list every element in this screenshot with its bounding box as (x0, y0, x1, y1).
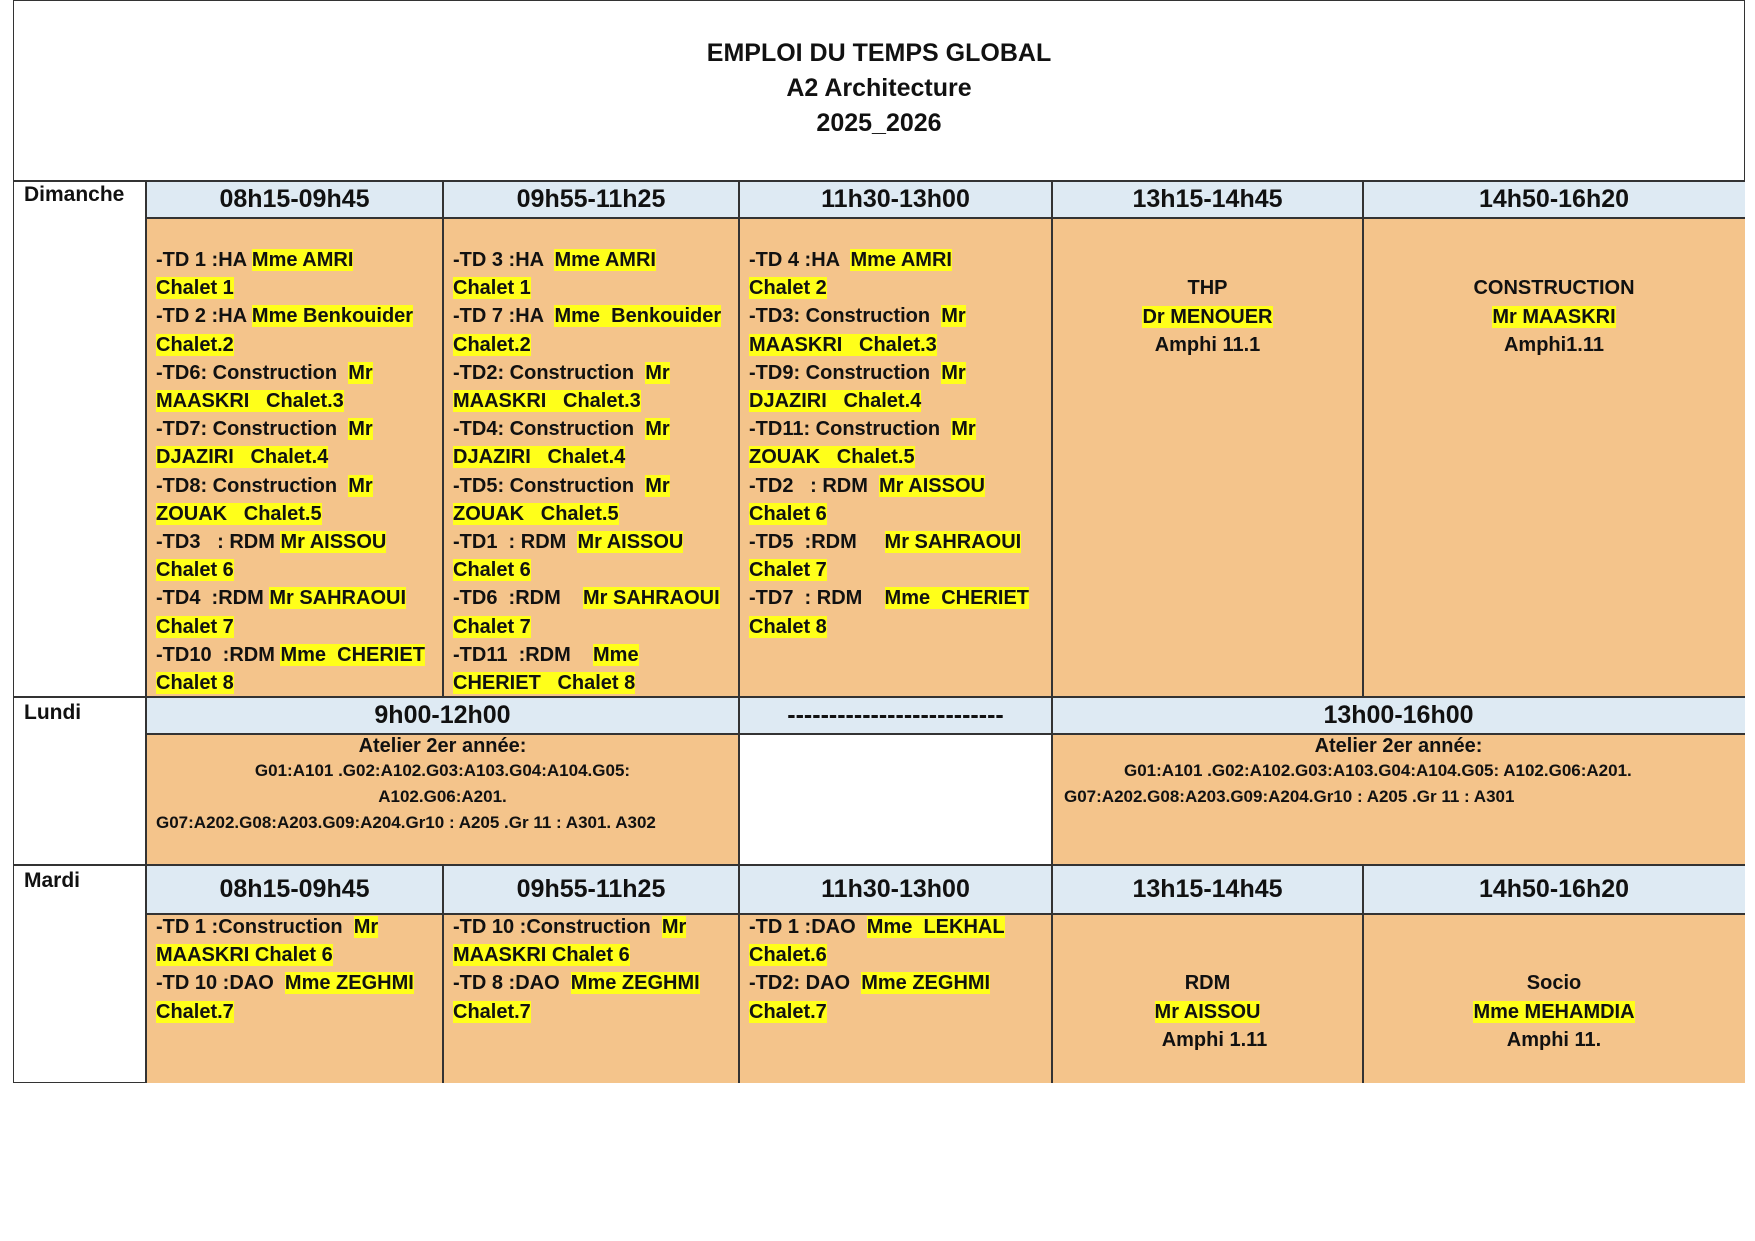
session-list (453, 913, 700, 1026)
session-text: -TD 1 :DAO (749, 916, 867, 938)
slot-header (1363, 181, 1745, 218)
grid-line (442, 180, 444, 697)
session-line (453, 998, 700, 1026)
session-line (156, 443, 425, 471)
document-title (13, 36, 1745, 141)
session-highlight: Mme Benkouider (554, 305, 722, 328)
teacher-name: Dr MENOUER (1142, 305, 1273, 328)
grid-line (146, 217, 1745, 219)
course-name: RDM (1184, 972, 1231, 994)
session-line (156, 274, 425, 302)
session-line (156, 472, 425, 500)
session-highlight: Chalet 2 (749, 277, 827, 300)
session-line (156, 913, 414, 941)
atelier-rooms: G01:A101 .G02:A102.G03:A103.G04:A104.G05: (254, 761, 631, 780)
room-name: Amphi 1.11 (1161, 1029, 1268, 1051)
session-line (749, 302, 1029, 330)
session-highlight: Mme AMRI (251, 249, 354, 271)
session-highlight: Mme CHERIET (280, 643, 425, 666)
session-highlight: DJAZIRI Chalet.4 (453, 446, 626, 469)
session-line (453, 584, 721, 612)
session-text: -TD1 : RDM (453, 531, 578, 554)
lecture-block (1363, 274, 1745, 360)
atelier-rooms: A102.G06:A201. (378, 787, 507, 806)
session-text: -TD3: Construction (749, 305, 942, 328)
session-highlight: Chalet 8 (749, 615, 827, 638)
session-text: -TD 3 :HA (453, 249, 555, 271)
atelier-title: Atelier 2er année: (358, 735, 527, 757)
session-highlight: Mr (645, 474, 670, 497)
session-line (156, 941, 414, 969)
slot-header (739, 697, 1052, 734)
session-line (453, 472, 721, 500)
grid-line (13, 864, 1745, 866)
session-line (453, 415, 721, 443)
session-text: -TD 1 :Construction (156, 916, 354, 938)
session-highlight: Mr AISSOU (879, 474, 985, 497)
title-line-1: EMPLOI DU TEMPS GLOBAL (706, 39, 1052, 67)
grid-line (13, 180, 1745, 182)
session-highlight: Chalet 1 (156, 277, 234, 300)
slot-header-label: 09h55-11h25 (516, 875, 666, 903)
title-line-3: 2025_2026 (816, 109, 942, 137)
atelier-cell (146, 734, 739, 865)
slot-header (1052, 181, 1363, 218)
session-line (749, 274, 1029, 302)
lecture-block (1363, 969, 1745, 1055)
session-highlight: MAASKRI Chalet.3 (453, 390, 641, 413)
session-highlight: Mr AISSOU (577, 531, 684, 554)
schedule-cell (739, 218, 1052, 696)
session-line (749, 331, 1029, 359)
title-line-2: A2 Architecture (786, 74, 972, 102)
room-name: Amphi 11.1 (1154, 334, 1261, 356)
session-list (749, 246, 1029, 641)
session-text: -TD11: Construction (749, 418, 952, 441)
slot-header-label: 14h50-16h20 (1478, 875, 1630, 903)
session-highlight: MAASKRI Chalet.3 (156, 390, 344, 413)
session-highlight: Mr (348, 418, 373, 441)
room-name: Amphi 11. (1506, 1029, 1602, 1051)
session-line (749, 969, 1005, 997)
session-line (453, 387, 721, 415)
session-line (156, 556, 425, 584)
session-text: -TD6: Construction (156, 361, 349, 384)
session-text: -TD 10 :DAO (156, 972, 285, 995)
session-highlight: MAASKRI Chalet.3 (749, 333, 937, 356)
session-highlight: Chalet.6 (749, 944, 827, 967)
session-list (749, 913, 1005, 1026)
grid-line (145, 180, 147, 1083)
session-highlight: Mr (941, 305, 966, 328)
session-text: -TD 2 :HA (156, 305, 252, 328)
atelier-block (146, 734, 739, 836)
session-highlight: Mr (645, 361, 670, 384)
session-list (156, 246, 425, 697)
session-line (453, 500, 721, 528)
slot-header-label: 13h00-16h00 (1323, 701, 1474, 729)
session-text: -TD2: DAO (749, 972, 862, 995)
session-highlight: Mme ZEGHMI (861, 972, 991, 995)
session-text: -TD5: Construction (453, 474, 646, 497)
atelier-block (1052, 734, 1745, 810)
session-line (749, 528, 1029, 556)
session-text: -TD2 : RDM (749, 474, 879, 497)
session-text: -TD7: Construction (156, 418, 349, 441)
session-text: -TD2: Construction (453, 361, 646, 384)
slot-header-label: 11h30-13h00 (821, 185, 970, 213)
schedule-cell (146, 914, 443, 1083)
slot-header-label: 11h30-13h00 (821, 875, 970, 903)
session-highlight: Chalet 7 (156, 615, 234, 638)
session-line (749, 415, 1029, 443)
session-line (156, 500, 425, 528)
grid-line (1362, 180, 1364, 697)
session-text: -TD9: Construction (749, 361, 942, 384)
session-text: -TD8: Construction (156, 474, 349, 497)
session-line (156, 415, 425, 443)
session-text: -TD4: Construction (453, 418, 646, 441)
session-line (156, 302, 425, 330)
atelier-rooms: G01:A101 .G02:A102.G03:A103.G04:A104.G05: A102.G06:A201. (1124, 761, 1632, 780)
session-highlight: Mr SAHRAOUI (269, 587, 406, 610)
session-text: -TD7 : RDM (749, 587, 885, 610)
session-line (453, 246, 721, 274)
session-highlight: Mr (941, 361, 966, 384)
session-line (453, 969, 700, 997)
session-highlight: Mr AISSOU (280, 531, 387, 554)
session-highlight: ZOUAK Chalet.5 (749, 446, 915, 469)
slot-header (739, 181, 1052, 218)
session-highlight: Chalet 7 (453, 615, 531, 638)
atelier-title: Atelier 2er année: (1314, 735, 1483, 757)
session-line (156, 331, 425, 359)
session-text: -TD10 :RDM (156, 643, 281, 666)
session-highlight: Mr (348, 474, 373, 497)
session-highlight: Chalet 6 (453, 559, 531, 582)
session-line (749, 387, 1029, 415)
slot-header (146, 181, 443, 218)
session-highlight: Mr (348, 361, 373, 384)
session-line (749, 913, 1005, 941)
session-text: -TD 1 :HA (156, 249, 252, 271)
day-label-mardi: Mardi (24, 869, 81, 892)
course-name: THP (1187, 277, 1228, 299)
session-highlight: Chalet.2 (453, 333, 531, 356)
session-line (453, 302, 721, 330)
schedule-cell (146, 218, 443, 696)
slot-header-label: 13h15-14h45 (1132, 185, 1283, 213)
session-text: -TD5 :RDM (749, 531, 885, 554)
slot-header (1052, 865, 1363, 914)
session-text: -TD 4 :HA (749, 249, 851, 271)
session-highlight: ZOUAK Chalet.5 (156, 502, 322, 525)
session-line (749, 998, 1005, 1026)
session-line (156, 969, 414, 997)
session-highlight: Chalet 7 (749, 559, 827, 582)
session-highlight: Chalet.7 (156, 1000, 234, 1023)
course-name: Socio (1526, 972, 1582, 994)
atelier-rooms: G07:A202.G08:A203.G09:A204.Gr10 : A205 .Gr 11 : A301. A302 (156, 813, 656, 832)
slot-header (443, 865, 739, 914)
session-highlight: Mme (593, 643, 639, 666)
slot-header (1052, 697, 1745, 734)
schedule-cell (739, 914, 1052, 1083)
atelier-rooms: G07:A202.G08:A203.G09:A204.Gr10 : A205 .Gr 11 : A301 (1064, 787, 1515, 806)
session-line (156, 584, 425, 612)
session-highlight: Mme ZEGHMI (284, 972, 414, 995)
session-line (156, 387, 425, 415)
room-name: Amphi1.11 (1503, 334, 1605, 356)
session-line (453, 528, 721, 556)
slot-header (739, 865, 1052, 914)
schedule-cell (1052, 914, 1363, 1083)
session-highlight: Chalet 6 (156, 559, 234, 582)
session-text: -TD4 :RDM (156, 587, 270, 610)
session-text: -TD 8 :DAO (453, 972, 571, 995)
session-line (156, 246, 425, 274)
schedule-cell (443, 914, 739, 1083)
session-highlight: Mme ZEGHMI (570, 972, 700, 995)
session-line (749, 556, 1029, 584)
session-highlight: Mme AMRI (850, 249, 952, 271)
slot-header-label: 08h15-09h45 (219, 185, 370, 213)
slot-header (146, 697, 739, 734)
grid-line (146, 913, 1745, 915)
schedule-cell (1363, 914, 1745, 1083)
session-text: -TD11 :RDM (453, 643, 594, 666)
session-line (156, 359, 425, 387)
session-line (156, 613, 425, 641)
session-highlight: Chalet.7 (749, 1000, 827, 1023)
session-line (453, 359, 721, 387)
session-highlight: Mme CHERIET (884, 587, 1030, 610)
teacher-name: Mr MAASKRI (1492, 305, 1616, 328)
lecture-block (1052, 969, 1363, 1055)
session-highlight: DJAZIRI Chalet.4 (749, 390, 922, 413)
slot-header-label: 08h15-09h45 (219, 875, 370, 903)
session-highlight: Chalet.7 (453, 1000, 531, 1023)
session-highlight: Mme AMRI (554, 249, 656, 271)
teacher-name: Mme MEHAMDIA (1473, 1000, 1635, 1023)
session-highlight: Mr (645, 418, 670, 441)
session-line (453, 941, 700, 969)
session-highlight: Mme LEKHAL (866, 916, 1005, 938)
session-text: -TD 10 :Construction (453, 916, 662, 938)
session-highlight: ZOUAK Chalet.5 (453, 502, 619, 525)
session-highlight: Mr (661, 916, 687, 938)
session-highlight: Chalet.2 (156, 333, 234, 356)
atelier-cell (1052, 734, 1745, 865)
session-line (156, 528, 425, 556)
session-text: -TD3 : RDM (156, 531, 281, 554)
session-line (453, 443, 721, 471)
schedule-cell (443, 218, 739, 696)
session-highlight: Mr (951, 418, 976, 441)
session-highlight: MAASKRI Chalet 6 (453, 944, 630, 967)
session-line (453, 274, 721, 302)
grid-line (738, 180, 740, 1083)
grid-line (1362, 864, 1364, 1083)
slot-header-label: 14h50-16h20 (1478, 185, 1630, 213)
session-highlight: Mr (353, 916, 379, 938)
course-name: CONSTRUCTION (1473, 277, 1635, 299)
session-highlight: DJAZIRI Chalet.4 (156, 446, 329, 469)
day-label-dimanche: Dimanche (24, 183, 125, 206)
session-highlight: Mr SAHRAOUI (884, 531, 1022, 554)
grid-line (1051, 180, 1053, 1083)
session-line (749, 443, 1029, 471)
session-line (156, 998, 414, 1026)
session-line (453, 669, 721, 697)
session-line (453, 641, 721, 669)
session-line (156, 669, 425, 697)
session-highlight: Chalet 6 (749, 502, 827, 525)
session-highlight: Mme Benkouider (251, 305, 414, 328)
session-line (749, 584, 1029, 612)
slot-header (443, 181, 739, 218)
grid-line (442, 864, 444, 1083)
slot-header-label: 13h15-14h45 (1132, 875, 1283, 903)
schedule-cell (1052, 218, 1363, 696)
session-line (453, 613, 721, 641)
slot-header-label: -------------------------- (787, 701, 1004, 729)
day-label-lundi: Lundi (24, 701, 82, 724)
session-line (749, 246, 1029, 274)
session-list (453, 246, 721, 697)
session-line (749, 359, 1029, 387)
session-line (156, 641, 425, 669)
session-line (749, 472, 1029, 500)
session-highlight: Mr SAHRAOUI (583, 587, 720, 610)
teacher-name: Mr AISSOU (1154, 1000, 1261, 1023)
session-line (749, 500, 1029, 528)
lecture-block (1052, 274, 1363, 360)
schedule-cell (1363, 218, 1745, 696)
session-line (453, 913, 700, 941)
slot-header (1363, 865, 1745, 914)
session-text: -TD6 :RDM (453, 587, 583, 610)
session-highlight: CHERIET Chalet 8 (453, 672, 636, 695)
slot-header-label: 09h55-11h25 (516, 185, 666, 213)
slot-header-label: 9h00-12h00 (374, 701, 511, 729)
grid-line (13, 696, 1745, 698)
session-line (749, 613, 1029, 641)
session-highlight: Chalet 1 (453, 277, 531, 300)
session-highlight: MAASKRI Chalet 6 (156, 944, 333, 967)
session-highlight: Chalet 8 (156, 672, 234, 695)
session-list (156, 913, 414, 1026)
session-line (749, 941, 1005, 969)
slot-header (146, 865, 443, 914)
session-line (453, 556, 721, 584)
session-line (453, 331, 721, 359)
empty-cell (739, 734, 1052, 865)
grid-line (146, 733, 1745, 735)
session-text: -TD 7 :HA (453, 305, 555, 328)
